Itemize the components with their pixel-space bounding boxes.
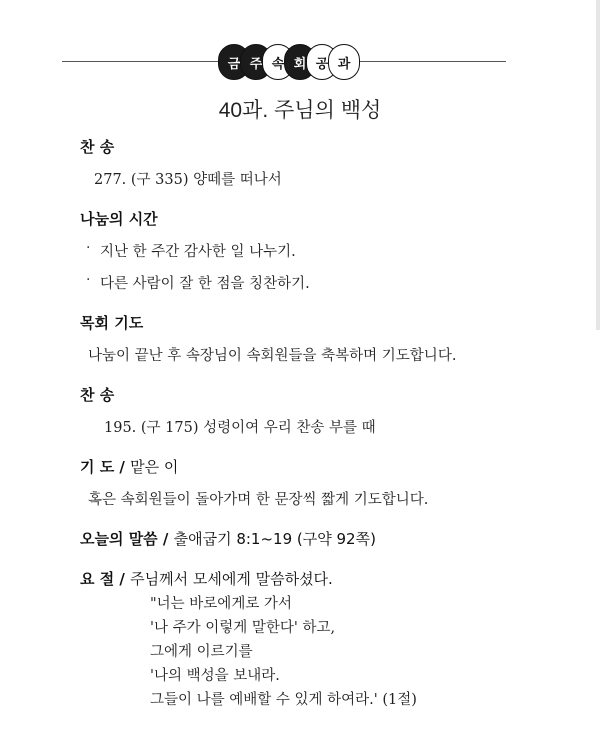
lesson-title: 40과. 주님의 백성 — [218, 99, 382, 122]
header-rule-left — [62, 61, 222, 62]
badge-char: 공 — [306, 44, 338, 80]
scripture-reference: 출애굽기 8:1~19 (구약 92쪽) — [173, 530, 376, 548]
badge-char: 주 — [240, 44, 272, 80]
hymn-text: 277. (구 335) 양떼를 떠나서 — [94, 172, 282, 188]
badge-char: 속 — [262, 44, 294, 80]
section-heading-prayer — [80, 456, 178, 477]
cell-group-badge — [218, 44, 360, 80]
bullet-icon: · — [86, 272, 91, 288]
sharing-item: 지난 한 주간 감사한 일 나누기. — [100, 244, 296, 260]
section-heading-hymn: 찬 송 — [80, 138, 115, 156]
verse-line: "너는 바로에게로 가서 — [150, 596, 292, 612]
header-rule-right — [356, 61, 506, 62]
prayer-leader: 맡은 이 — [130, 458, 179, 476]
scripture-heading-label: 오늘의 말씀 / — [80, 530, 169, 548]
verse-line: '나의 백성을 보내라. — [150, 668, 280, 684]
section-heading-sharing: 나눔의 시간 — [80, 210, 158, 228]
badge-char: 금 — [218, 44, 250, 80]
section-heading-scripture — [80, 528, 376, 549]
section-heading-hymn: 찬 송 — [80, 386, 115, 404]
badge-char: 과 — [328, 44, 360, 80]
pastoral-prayer-text: 나눔이 끝난 후 속장님이 속회원들을 축복하며 기도합니다. — [88, 348, 457, 364]
prayer-heading-label: 기 도 / — [80, 458, 125, 476]
hymn-text: 195. (구 175) 성령이여 우리 찬송 부를 때 — [104, 420, 376, 436]
scrollbar[interactable] — [596, 0, 600, 330]
summary-intro: 주님께서 모세에게 말씀하셨다. — [130, 570, 333, 588]
verse-line: 그들이 나를 예배할 수 있게 하여라.' (1절) — [150, 692, 417, 708]
sharing-item: 다른 사람이 잘 한 점을 칭찬하기. — [100, 276, 310, 292]
bullet-icon: · — [86, 240, 91, 256]
section-heading-pastoral-prayer: 목회 기도 — [80, 314, 144, 332]
section-heading-summary — [80, 568, 333, 589]
badge-char: 회 — [284, 44, 316, 80]
summary-heading-label: 요 절 / — [80, 570, 125, 588]
verse-line: '나 주가 이렇게 말한다' 하고, — [150, 620, 336, 636]
verse-line: 그에게 이르기를 — [150, 644, 253, 660]
prayer-text: 혹은 속회원들이 돌아가며 한 문장씩 짧게 기도합니다. — [88, 492, 429, 508]
